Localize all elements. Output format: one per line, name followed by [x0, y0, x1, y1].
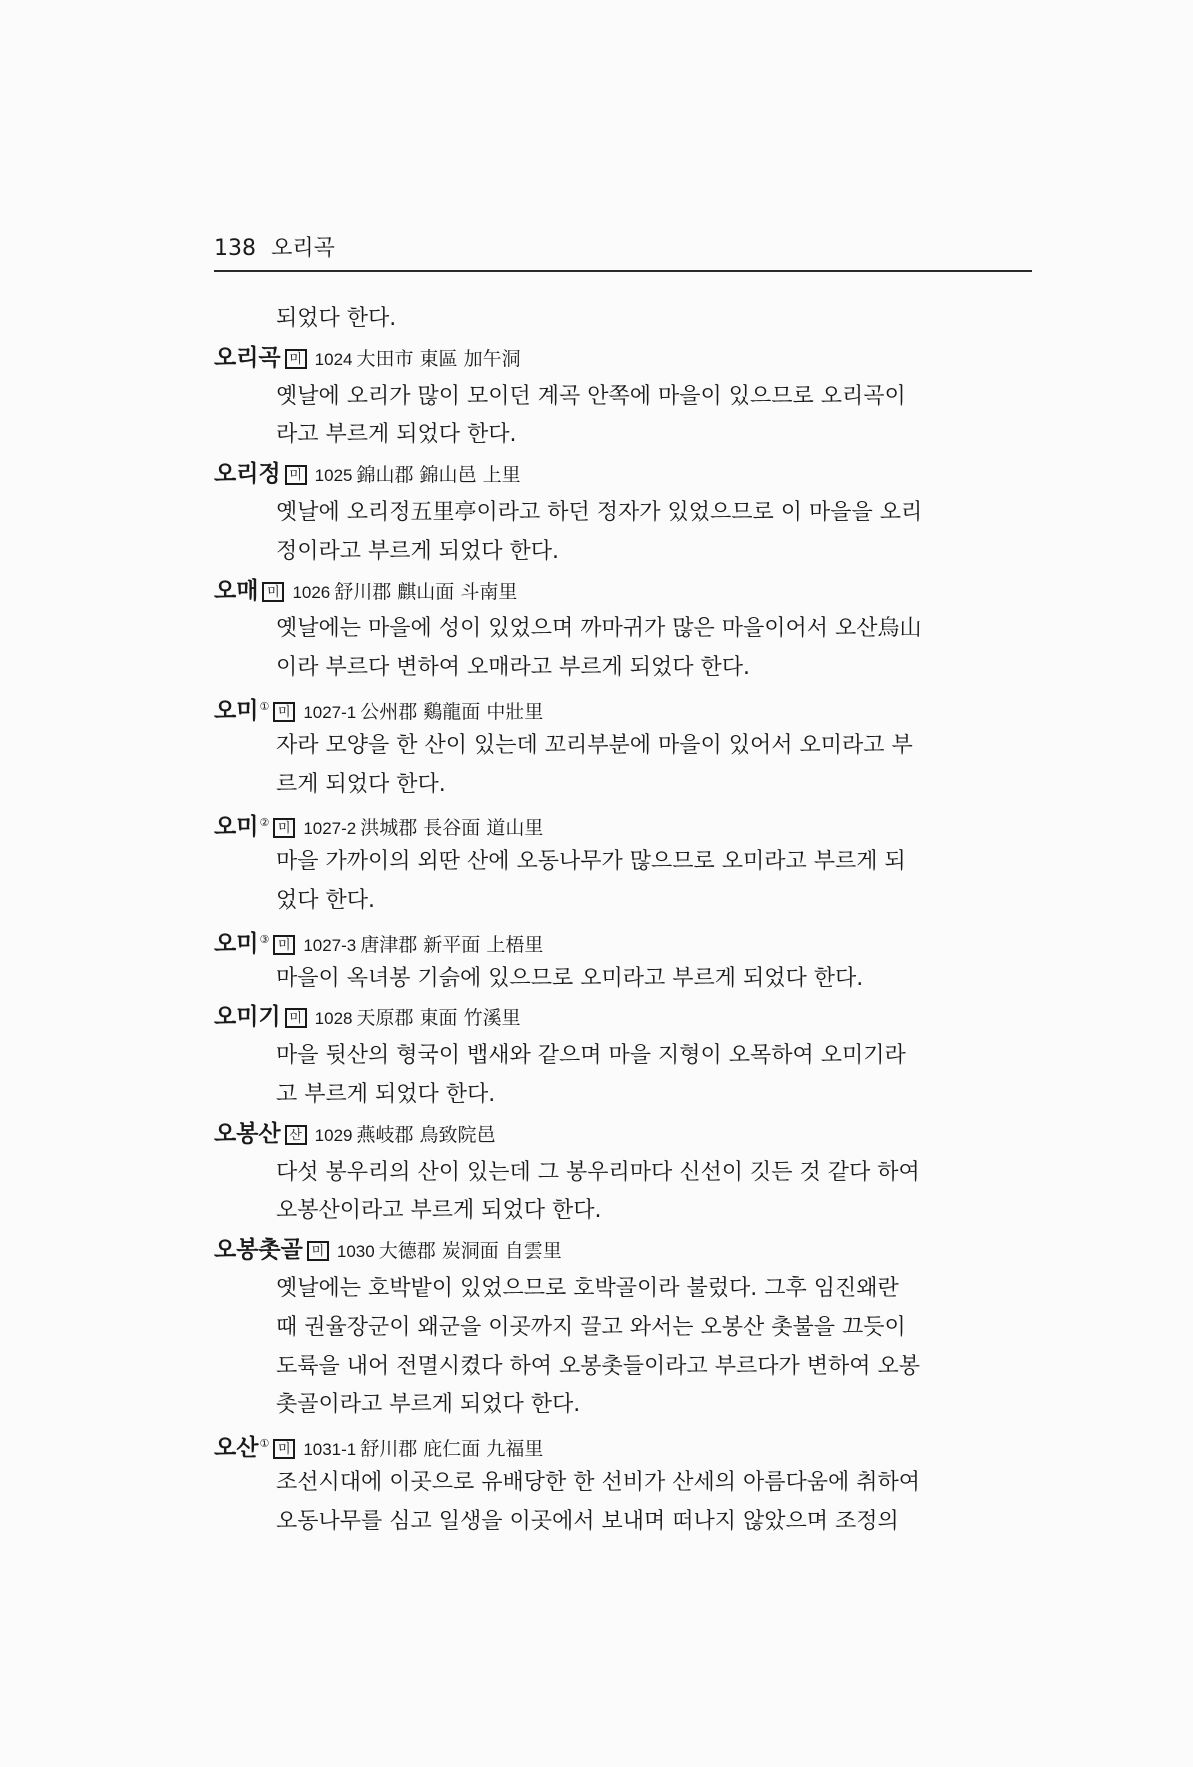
entry-description-line: 마을 뒷산의 형국이 뱁새와 같으며 마을 지형이 오목하여 오미기라: [276, 1043, 906, 1069]
entry-head: [214, 921, 1032, 960]
entry-description-line: 자라 모양을 한 산이 있는데 꼬리부분에 마을이 있어서 오미라고 부: [276, 732, 913, 758]
entry-description-line: 옛날에 오리가 많이 모이던 계곡 안쪽에 마을이 있으므로 오리곡이: [276, 383, 906, 409]
entry-category-badge: 미: [285, 465, 307, 485]
entries-content: [214, 300, 1032, 1542]
entry-description-line: 고 부르게 되었다 한다.: [276, 1081, 496, 1107]
entry-location: 公州郡 鷄龍面 中壯里: [360, 700, 544, 723]
running-header: [214, 228, 1032, 272]
entry-description-line: 었다 한다.: [276, 887, 375, 913]
entry-description-line: 이라 부르다 변하여 오매라고 부르게 되었다 한다.: [276, 655, 750, 681]
entry-description-line: 촛골이라고 부르게 되었다 한다.: [276, 1392, 581, 1418]
entry-location: 舒川郡 庇仁面 九福里: [360, 1438, 544, 1461]
entry-head: [214, 339, 1032, 378]
entry-category-badge: 미: [262, 582, 284, 602]
entry-description-line: 때 권율장군이 왜군을 이곳까지 끌고 와서는 오봉산 촛불을 끄듯이: [276, 1314, 906, 1340]
entry-sense-number: ②: [259, 816, 270, 830]
entry-description-line: 옛날에는 마을에 성이 있었으며 까마귀가 많은 마을이어서 오산烏山: [276, 616, 922, 642]
entry-category-badge: 미: [273, 818, 295, 838]
entry-code: 1026: [292, 582, 331, 602]
entry-headword: 오미: [214, 930, 259, 957]
entry-headword: 오봉산: [214, 1120, 281, 1147]
entry-location: 大田市 東區 加午洞: [356, 347, 521, 370]
entry-head: [214, 804, 1032, 843]
entry-headword: 오미: [214, 697, 259, 724]
entry-category-badge: 미: [285, 1008, 307, 1028]
entry-sense-number: ①: [259, 699, 270, 713]
entry-headword: 오산: [214, 1435, 259, 1462]
entry-location: 天原郡 東面 竹溪里: [356, 1007, 521, 1030]
entry-description-line: 다섯 봉우리의 산이 있는데 그 봉우리마다 신선이 깃든 것 같다 하여: [276, 1159, 920, 1185]
entry-description-line: 도륙을 내어 전멸시켰다 하여 오봉촛들이라고 부르다가 변하여 오봉: [276, 1353, 921, 1379]
entry-category-badge: 미: [273, 702, 295, 722]
entry-headword: 오매: [214, 577, 259, 604]
entry-category-badge: 미: [273, 1439, 295, 1459]
entry-description-line: 마을 가까이의 외딴 산에 오동나무가 많으므로 오미라고 부르게 되: [276, 849, 906, 875]
entry-description-line: 오동나무를 심고 일생을 이곳에서 보내며 떠나지 않았으며 조정의: [276, 1508, 899, 1534]
entry-headword: 오리곡: [214, 344, 281, 371]
entry-head: [214, 998, 1032, 1037]
entry-code: 1027-2: [303, 819, 357, 839]
entry-description-line: 조선시대에 이곳으로 유배당한 한 선비가 산세의 아름다움에 취하여: [276, 1469, 921, 1495]
entry-code: 1024: [314, 349, 353, 369]
entry-description-line: 정이라고 부르게 되었다 한다.: [276, 538, 559, 564]
entry-location: 唐津郡 新平面 上梧里: [360, 933, 544, 956]
entry-code: 1025: [314, 466, 353, 486]
entry-location: 錦山郡 錦山邑 上里: [356, 464, 521, 487]
entry-category-badge: 산: [285, 1125, 307, 1145]
entry-headword: 오미기: [214, 1004, 281, 1031]
entry-head: [214, 1231, 1032, 1270]
entry-code: 1027-3: [303, 935, 357, 955]
entry-head: [214, 455, 1032, 494]
entry-head: [214, 688, 1032, 727]
continuation-line: 되었다 한다.: [276, 306, 397, 331]
entry-code: 1030: [336, 1242, 375, 1262]
entry-description-line: 옛날에 오리정五里亭이라고 하던 정자가 있었으므로 이 마을을 오리: [276, 499, 923, 525]
entry-headword: 오봉촛골: [214, 1237, 303, 1264]
page-number: 138: [214, 236, 256, 261]
entry-code: 1031-1: [303, 1440, 357, 1460]
entry-head: [214, 572, 1032, 611]
header-title: 오리곡: [271, 236, 335, 261]
entry-sense-number: ①: [259, 1437, 270, 1451]
entry-category-badge: 미: [307, 1241, 329, 1261]
entry-category-badge: 미: [273, 935, 295, 955]
entry-description-line: 옛날에는 호박밭이 있었으므로 호박골이라 불렀다. 그후 임진왜란: [276, 1275, 899, 1301]
entry-description-line: 르게 되었다 한다.: [276, 771, 446, 797]
entry-description-line: 라고 부르게 되었다 한다.: [276, 422, 517, 448]
entry-head: [214, 1425, 1032, 1464]
entry-description-line: 오봉산이라고 부르게 되었다 한다.: [276, 1198, 602, 1224]
entry-code: 1028: [314, 1009, 353, 1029]
entry-category-badge: 미: [285, 349, 307, 369]
entry-sense-number: ③: [259, 932, 270, 946]
entry-location: 燕岐郡 鳥致院邑: [356, 1123, 496, 1146]
entry-location: 舒川郡 麒山面 斗南里: [334, 580, 518, 603]
entry-headword: 오미: [214, 814, 259, 841]
entry-description-line: 마을이 옥녀봉 기슭에 있으므로 오미라고 부르게 되었다 한다.: [276, 965, 864, 991]
entry-headword: 오리정: [214, 461, 281, 488]
entry-head: [214, 1115, 1032, 1154]
entry-code: 1029: [314, 1125, 353, 1145]
entry-code: 1027-1: [303, 702, 357, 722]
entry-location: 大德郡 炭洞面 自雲里: [378, 1240, 562, 1263]
entry-location: 洪城郡 長谷面 道山里: [360, 817, 544, 840]
